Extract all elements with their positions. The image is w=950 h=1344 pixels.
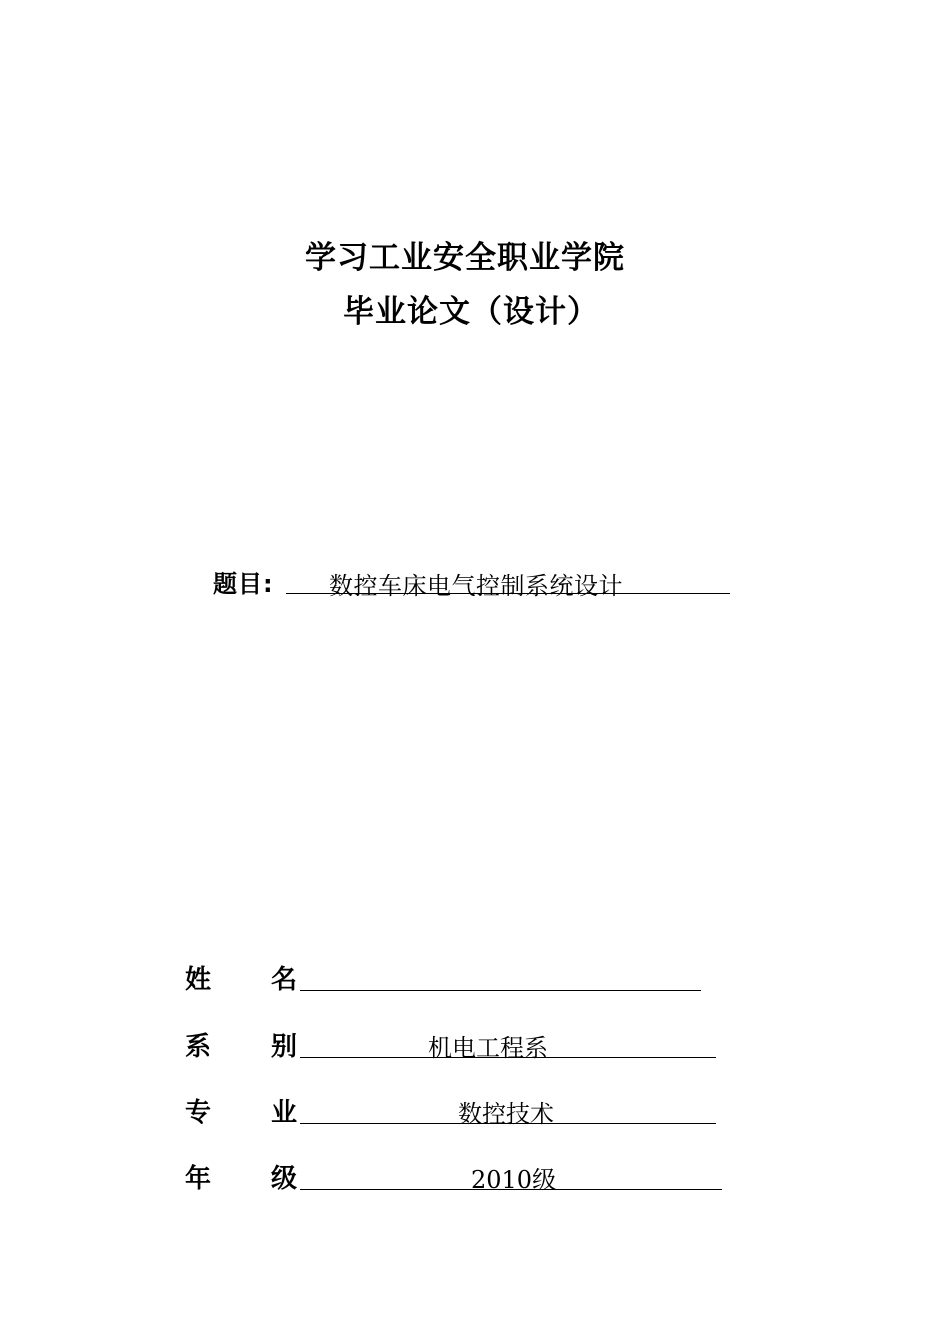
- school-name: 学习工业安全职业学院: [305, 240, 625, 276]
- topic-label: 题目:: [213, 570, 274, 598]
- major-label-char2: 业: [271, 1098, 298, 1128]
- grade-label-char2: 级: [271, 1164, 298, 1194]
- document-type: 毕业论文（设计）: [343, 294, 599, 330]
- department-label-char1: 系: [185, 1032, 212, 1062]
- grade-value: 2010级: [471, 1166, 557, 1194]
- major-label-char1: 专: [185, 1098, 212, 1128]
- topic-value: 数控车床电气控制系统设计: [329, 572, 623, 600]
- department-label-char2: 别: [271, 1032, 298, 1062]
- major-value: 数控技术: [458, 1100, 554, 1128]
- name-label-char2: 名: [271, 965, 298, 995]
- name-underline: [300, 990, 701, 991]
- department-value: 机电工程系: [428, 1034, 548, 1062]
- grade-label-char1: 年: [185, 1164, 212, 1194]
- name-label-char1: 姓: [185, 965, 212, 995]
